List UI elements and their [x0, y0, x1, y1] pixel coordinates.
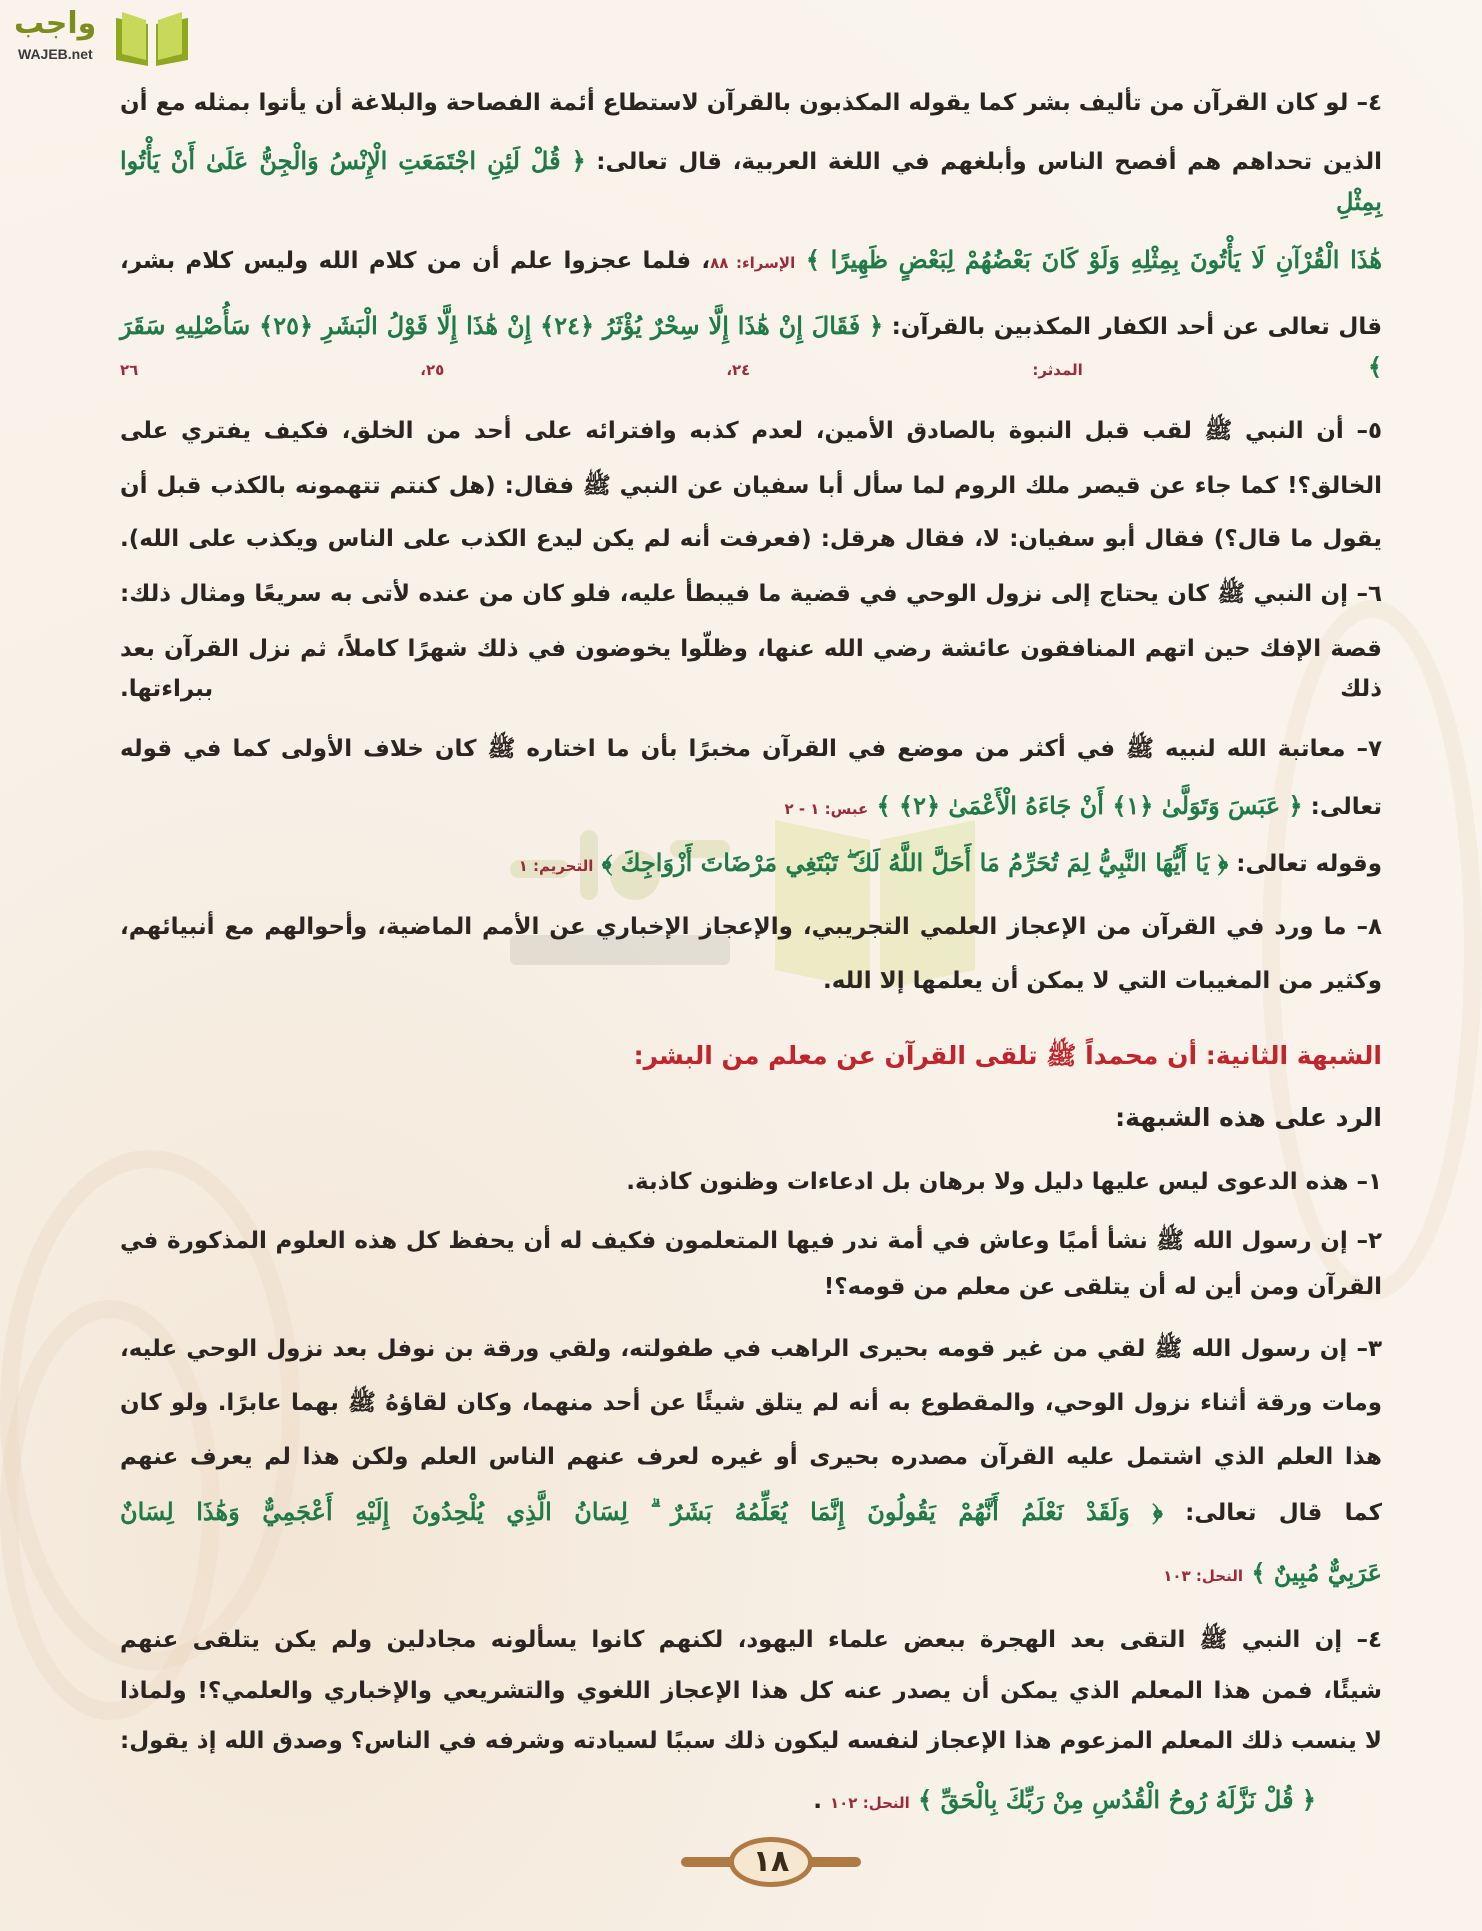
body-text: ٧– معاتبة الله لنبيه ﷺ في أكثر من موضع في القرآن مخبرًا بأن ما اختاره ﷺ كان خلاف الأولى كما في قوله: [120, 736, 1382, 762]
body-text: ٥– أن النبي ﷺ لقب قبل النبوة بالصادق الأمين، لعدم كذبه وافترائه على أحد من الخلق، فكيف يفتري على: [120, 418, 1382, 444]
text-line: [120, 961, 1382, 1001]
quran-verse: عَرَبِيٌّ مُبِينٌ ﴾: [1243, 1558, 1382, 1587]
body-text: يقول ما قال؟) فقال أبو سفيان: لا، فقال هرقل: (فعرفت أنه لم يكن ليدع الكذب على الناس ويكذب على الله).: [120, 526, 1382, 552]
text-line: [120, 466, 1382, 506]
quran-verse: هَٰذَا الْقُرْآنِ لَا يَأْتُونَ بِمِثْلِهِ وَلَوْ كَانَ بَعْضُهُمْ لِبَعْضٍ ظَهِيرًا ﴾: [795, 245, 1382, 274]
body-text: شيئًا، فمن هذا المعلم الذي يمكن أن يصدر عنه كل هذا الإعجاز اللغوي والتشريعي والإخباري والعلمي؟! ولماذا: [120, 1678, 1382, 1704]
verse-reference: التحريم: ١: [518, 857, 594, 875]
body-text: ٤– إن النبي ﷺ التقى بعد الهجرة ببعض علماء اليهود، لكنهم كانوا يسألونه مجادلين ولم يكن يتلقى عنهم: [120, 1627, 1382, 1653]
page-number: ١٨: [729, 1837, 813, 1887]
body-text: وكثير من المغيبات التي لا يمكن أن يعلمها إلا الله.: [822, 968, 1382, 994]
logo-arabic: واجب: [14, 6, 97, 41]
text-line: [120, 1098, 1382, 1139]
body-text: ١– هذه الدعوى ليس عليها دليل ولا برهان بل ادعاءات وظنون كاذبة.: [626, 1169, 1382, 1195]
text-line: [120, 306, 1382, 390]
text-line: [120, 141, 1382, 223]
text-line: [120, 907, 1382, 947]
quran-verse: ﴿ عَبَسَ وَتَوَلَّىٰ ﴿١﴾ أَنْ جَاءَهُ الْأَعْمَىٰ ﴿٢﴾ ﴾: [868, 791, 1303, 820]
quran-verse: ﴿ قُلْ نَزَّلَهُ رُوحُ الْقُدُسِ مِنْ رَبِّكَ بِالْحَقِّ ﴾: [909, 1785, 1316, 1814]
body-text: ٨– ما ورد في القرآن من الإعجاز العلمي التجريبي، والإعجاز الإخباري عن الأمم الماضية، وأحوالهم مع أنبيائهم،: [120, 914, 1382, 940]
body-text: هذا العلم الذي اشتمل عليه القرآن مصدره بحيرى أو غيره لعرف عنهم الناس العلم ولكن هذا لم يعرف عنهم: [120, 1444, 1382, 1470]
body-text: ٢– إن رسول الله ﷺ نشأ أميًا وعاش في أمة ندر فيها المتعلمون فكيف له أن يحفظ كل هذه العلوم المذكورة في: [120, 1228, 1382, 1254]
text-line: [120, 574, 1382, 614]
text-line: [120, 83, 1382, 123]
body-text: الذين تحداهم هم أفصح الناس وأبلغهم في اللغة العربية، قال تعالى:: [585, 149, 1382, 175]
quran-verse: ﴿ وَلَقَدْ نَعْلَمُ أَنَّهُمْ يَقُولُونَ إِنَّمَا يُعَلِّمُهُ بَشَرٌ ۗ لِسَانُ الَّذِي يُلْحِدُونَ إِلَيْهِ أَعْجَمِيٌّ وَهَٰذَا لِسَانٌ: [120, 1497, 1163, 1526]
body-text: تعالى:: [1302, 794, 1382, 820]
verse-reference: الإسراء: ٨٨: [710, 254, 796, 272]
text-line: [120, 1162, 1382, 1202]
text-line: [120, 1721, 1382, 1761]
verse-reference: المدثر: ٢٤، ٢٥، ٢٦: [120, 361, 1083, 379]
verse-reference: النحل: ١٠٢: [830, 1794, 910, 1812]
text-line: [120, 843, 1382, 886]
text-line: [120, 1492, 1382, 1533]
text-line: [120, 786, 1382, 829]
text-line: [120, 240, 1382, 283]
verse-reference: النحل: ١٠٣: [1163, 1567, 1244, 1585]
section-heading: الشبهة الثانية: أن محمداً ﷺ تلقى القرآن عن معلم من البشر:: [633, 1041, 1382, 1070]
quran-verse: ﴿ يَا أَيُّهَا النَّبِيُّ لِمَ تُحَرِّمُ مَا أَحَلَّ اللَّهُ لَكَ ۖ تَبْتَغِي مَرْضَاتَ أَزْوَاجِكَ ﴾: [593, 848, 1229, 877]
body-text: ٣– إن رسول الله ﷺ لقي من غير قومه بحيرى الراهب في طفولته، ولقي ورقة بن نوفل بعد نزول الوحي عليه،: [120, 1336, 1382, 1362]
text-line: [120, 1553, 1382, 1596]
body-text: لا ينسب ذلك المعلم المزعوم هذا الإعجاز لنفسه ليكون ذلك سببًا لسيادته وشرفه في الناس؟ وصدق الله إذ يقول:: [120, 1728, 1382, 1754]
body-text: الخالق؟! كما جاء عن قيصر ملك الروم لما سأل أبا سفيان عن النبي ﷺ فقال: (هل كنتم تتهمونه بالكذب قبل أن: [120, 473, 1382, 499]
text-line: [120, 519, 1382, 559]
text-line: [120, 729, 1382, 769]
text-line: [120, 411, 1382, 451]
body-text: قال تعالى عن أحد الكفار المكذبين بالقرآن:: [883, 314, 1383, 340]
body-text: ٦– إن النبي ﷺ كان يحتاج إلى نزول الوحي في قضية ما فيبطأ عليه، فلو كان من عنده لأتى به سريعًا ومثال ذلك:: [120, 581, 1382, 607]
text-line: [120, 1437, 1382, 1477]
body-text: كما قال تعالى:: [1162, 1500, 1383, 1526]
text-line: [120, 1221, 1382, 1261]
page-number-badge: [681, 1835, 861, 1891]
quran-verse: ﴿ قُلْ لَئِنِ اجْتَمَعَتِ الْإِنْسُ وَالْجِنُّ عَلَىٰ أَنْ يَأْتُوا بِمِثْلِ: [120, 146, 1382, 216]
text-line: [120, 1671, 1382, 1711]
body-text: وقوله تعالى:: [1228, 851, 1382, 877]
page-content: [120, 0, 1382, 1823]
text-line: [120, 1780, 1316, 1823]
text-line: [120, 629, 1382, 709]
text-line: [120, 1383, 1382, 1423]
text-line: [120, 1267, 1382, 1307]
subheading: الرد على هذه الشبهة:: [1115, 1103, 1382, 1132]
body-text: ٤– لو كان القرآن من تأليف بشر كما يقوله المكذبون بالقرآن لاستطاع أئمة الفصاحة والبلاغة أن يأتوا بمثله مع أن: [120, 90, 1382, 116]
text-line: [120, 1620, 1382, 1660]
body-text: القرآن ومن أين له أن يتلقى عن معلم من قومه؟!: [823, 1274, 1382, 1300]
body-text: ، فلما عجزوا علم أن من كلام الله وليس كلام بشر،: [120, 248, 711, 274]
body-text: ومات ورقة أثناء نزول الوحي، والمقطوع به أنه لم يتلق شيئًا عن أحد منهما، وكان لقاؤهُ ﷺ بهما عابرًا. ولو كان: [120, 1390, 1382, 1416]
verse-reference: عبس: ١ - ٢: [784, 800, 869, 818]
text-line: [120, 1036, 1382, 1077]
logo-latin: WAJEB.net: [18, 46, 93, 62]
body-text: .: [813, 1788, 830, 1814]
text-line: [120, 1329, 1382, 1369]
body-text: قصة الإفك حين اتهم المنافقون عائشة رضي الله عنها، وظلّوا يخوضون في ذلك شهرًا كاملاً، ثم نزل القرآن بعد ذلك ببراءتها.: [120, 636, 1382, 702]
quran-verse: ﴿ فَقَالَ إِنْ هَٰذَا إِلَّا سِحْرٌ يُؤْثَرُ ﴿٢٤﴾ إِنْ هَٰذَا إِلَّا قَوْلُ الْبَشَرِ ﴿٢٥﴾ سَأُصْلِيهِ سَقَرَ ﴾: [120, 311, 1383, 381]
